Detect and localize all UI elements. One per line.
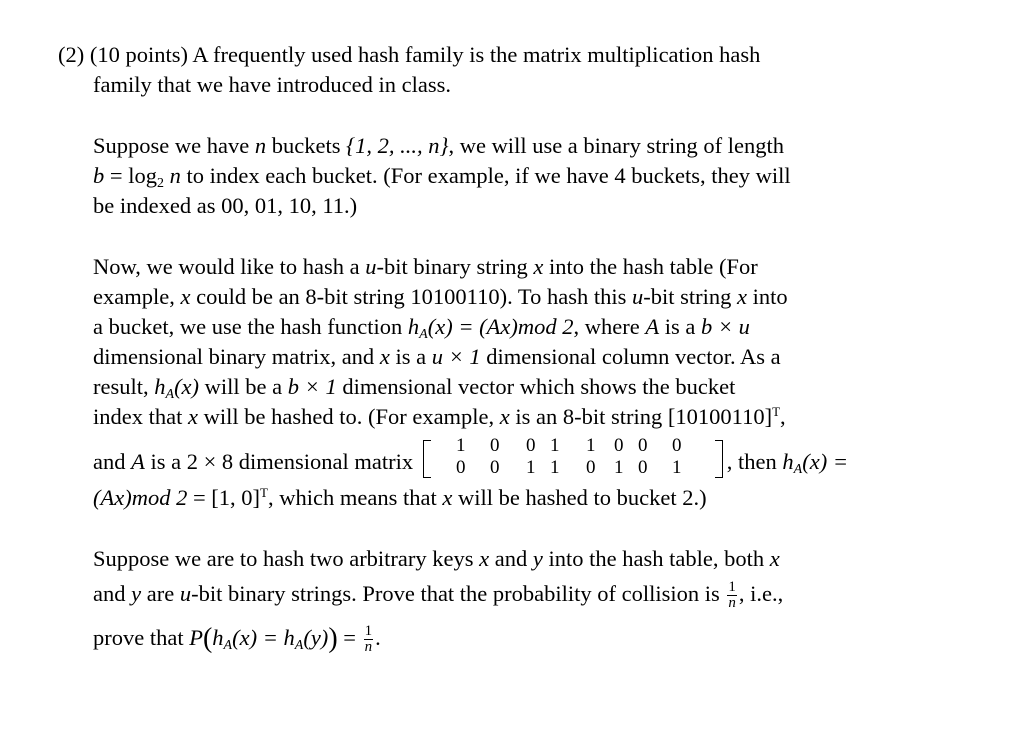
text-span: Suppose we are to hash two arbitrary keys	[93, 546, 480, 571]
text-span: dimensional vector which shows the bucket	[336, 374, 736, 399]
prove-line-3	[93, 623, 381, 655]
text-span: buckets	[266, 133, 347, 158]
text-span: result,	[93, 374, 155, 399]
intro-text-2: family that we have introduced in class.	[93, 72, 452, 97]
math-x: x	[180, 284, 191, 309]
matrix-cell: 1	[456, 435, 466, 456]
matrix-cell: 1	[614, 457, 624, 478]
matrix-left-bracket	[423, 440, 431, 478]
math-a: A	[131, 449, 145, 474]
hash-line-5	[93, 372, 735, 402]
math-n: n	[254, 133, 267, 158]
buckets-line-3	[93, 191, 357, 221]
result-vector: = [1, 0]	[187, 485, 261, 510]
text-span: into the hash table (For	[543, 254, 758, 279]
text-span: is a 2 × 8 dimensional matrix	[144, 449, 419, 474]
big-close-paren: )	[328, 623, 338, 654]
text-span: -bit binary strings. Prove that the probability of collision is	[191, 581, 726, 606]
math-sub-a: A	[294, 638, 304, 653]
hash-line-8	[93, 483, 707, 513]
math-u: u	[631, 284, 644, 309]
math-dim: b × u	[700, 314, 750, 339]
math-h: h	[782, 449, 794, 474]
math-n: n	[163, 163, 181, 188]
math-eq: (x) =	[802, 449, 848, 474]
transpose-sup: T	[260, 485, 268, 500]
text-span: Now, we would like to hash a	[93, 254, 366, 279]
fraction-denominator: n	[728, 595, 736, 612]
text-span: and	[93, 449, 132, 474]
fraction-numerator: 1	[728, 579, 736, 596]
math-x-arg: (x) =	[232, 625, 284, 650]
math-sub-a: A	[793, 462, 803, 477]
text-span: , we will use a binary string of length	[448, 133, 785, 158]
big-open-paren: (	[202, 623, 213, 654]
math-h: h	[154, 374, 166, 399]
math-dim: b × 1	[287, 374, 337, 399]
hash-line-3	[93, 312, 750, 342]
matrix-cell: 1	[550, 435, 560, 456]
text-span: a bucket, we use the hash function	[93, 314, 408, 339]
matrix-cell: 0	[490, 435, 500, 456]
fraction-one-over-n-2	[364, 624, 374, 655]
text-span: and	[489, 546, 533, 571]
math-x: x	[499, 404, 510, 429]
hash-line-1	[93, 252, 758, 282]
text-span: .	[375, 625, 381, 650]
text-span: Suppose we have	[93, 133, 255, 158]
math-sub-a: A	[165, 387, 175, 402]
math-y: y	[131, 581, 142, 606]
matrix-cell: 1	[550, 457, 560, 478]
fraction-denominator: n	[364, 639, 373, 656]
problem-points: (10 points)	[89, 42, 188, 67]
hash-function-def: (x) = (Ax)mod 2	[427, 314, 574, 339]
math-x: x	[769, 546, 780, 571]
matrix-right-bracket	[715, 440, 723, 478]
hash-line-4	[93, 342, 781, 372]
text-span: is an 8-bit string [10100110]	[509, 404, 773, 429]
math-a: A	[645, 314, 660, 339]
text-span: will be hashed to. (For example,	[197, 404, 500, 429]
log-base: 2	[156, 176, 164, 191]
fraction-numerator: 1	[364, 623, 373, 640]
math-sub-a: A	[223, 638, 233, 653]
prove-line-2	[93, 579, 783, 611]
math-ax-mod: (Ax)mod 2	[93, 485, 188, 510]
math-x: x	[442, 485, 453, 510]
matrix-cell: 1	[672, 457, 682, 478]
text-span: example,	[93, 284, 181, 309]
buckets-line-2	[93, 161, 791, 191]
text-span: dimensional column vector. As a	[480, 344, 781, 369]
transpose-sup: T	[772, 404, 781, 419]
text-span: -bit string	[643, 284, 737, 309]
math-x: x	[736, 284, 747, 309]
text-span: dimensional binary matrix, and	[93, 344, 380, 369]
example-matrix	[421, 435, 725, 479]
intro-line-2	[93, 70, 451, 100]
math-x-arg: (x)	[174, 374, 200, 399]
matrix-cell: 0	[526, 435, 536, 456]
math-h: h	[212, 625, 224, 650]
matrix-cell: 0	[638, 457, 648, 478]
text-span: , then	[726, 449, 783, 474]
fraction-one-over-n	[727, 580, 737, 611]
math-x: x	[479, 546, 490, 571]
math-x: x	[187, 404, 198, 429]
text-span: into the hash table, both	[542, 546, 770, 571]
text-span: to index each bucket. (For example, if we have 4 buckets, they will	[180, 163, 791, 188]
text-span: prove that	[93, 625, 190, 650]
matrix-cell: 0	[672, 435, 682, 456]
text-span: are	[141, 581, 180, 606]
math-log: = log	[104, 163, 157, 188]
matrix-cell: 0	[586, 457, 596, 478]
problem-number: (2)	[58, 42, 85, 67]
intro-text-1: A frequently used hash family is the matrix multiplication hash	[192, 42, 761, 67]
text-span: index that	[93, 404, 188, 429]
math-p: P	[189, 625, 203, 650]
matrix-cell: 0	[638, 435, 648, 456]
problem-header-line	[58, 40, 760, 70]
text-span: be indexed as 00, 01, 10, 11.)	[93, 193, 358, 218]
text-span: , which means that	[267, 485, 443, 510]
text-span: ,	[780, 404, 786, 429]
bucket-set: {1, 2, ..., n}	[346, 133, 449, 158]
matrix-cell: 0	[456, 457, 466, 478]
text-span: will be a	[199, 374, 288, 399]
text-span: , i.e.,	[738, 581, 784, 606]
text-span: is a	[389, 344, 432, 369]
math-h: h	[407, 314, 420, 339]
math-x: x	[533, 254, 544, 279]
buckets-line-1	[93, 131, 784, 161]
hash-line-2	[93, 282, 788, 312]
math-y: y	[532, 546, 543, 571]
text-span: is a	[659, 314, 701, 339]
text-span: , where	[573, 314, 646, 339]
text-span: into	[746, 284, 788, 309]
text-span: could be an 8-bit string 10100110). To hash this	[190, 284, 632, 309]
math-sub-a: A	[419, 327, 428, 342]
math-x: x	[379, 344, 390, 369]
math-eq: =	[337, 625, 362, 650]
hash-line-7	[93, 435, 848, 479]
matrix-cell: 0	[614, 435, 624, 456]
math-h: h	[283, 625, 295, 650]
matrix-cell: 1	[586, 435, 596, 456]
text-span: -bit binary string	[376, 254, 534, 279]
matrix-cell: 1	[526, 457, 536, 478]
math-dim: u × 1	[431, 344, 481, 369]
prove-line-1	[93, 544, 780, 574]
math-u: u	[179, 581, 192, 606]
text-span: and	[93, 581, 132, 606]
hash-line-6	[93, 402, 786, 432]
math-y-arg: (y)	[303, 625, 329, 650]
math-u: u	[365, 254, 377, 279]
text-span: will be hashed to bucket 2.)	[452, 485, 707, 510]
math-b: b	[93, 163, 105, 188]
matrix-cell: 0	[490, 457, 500, 478]
